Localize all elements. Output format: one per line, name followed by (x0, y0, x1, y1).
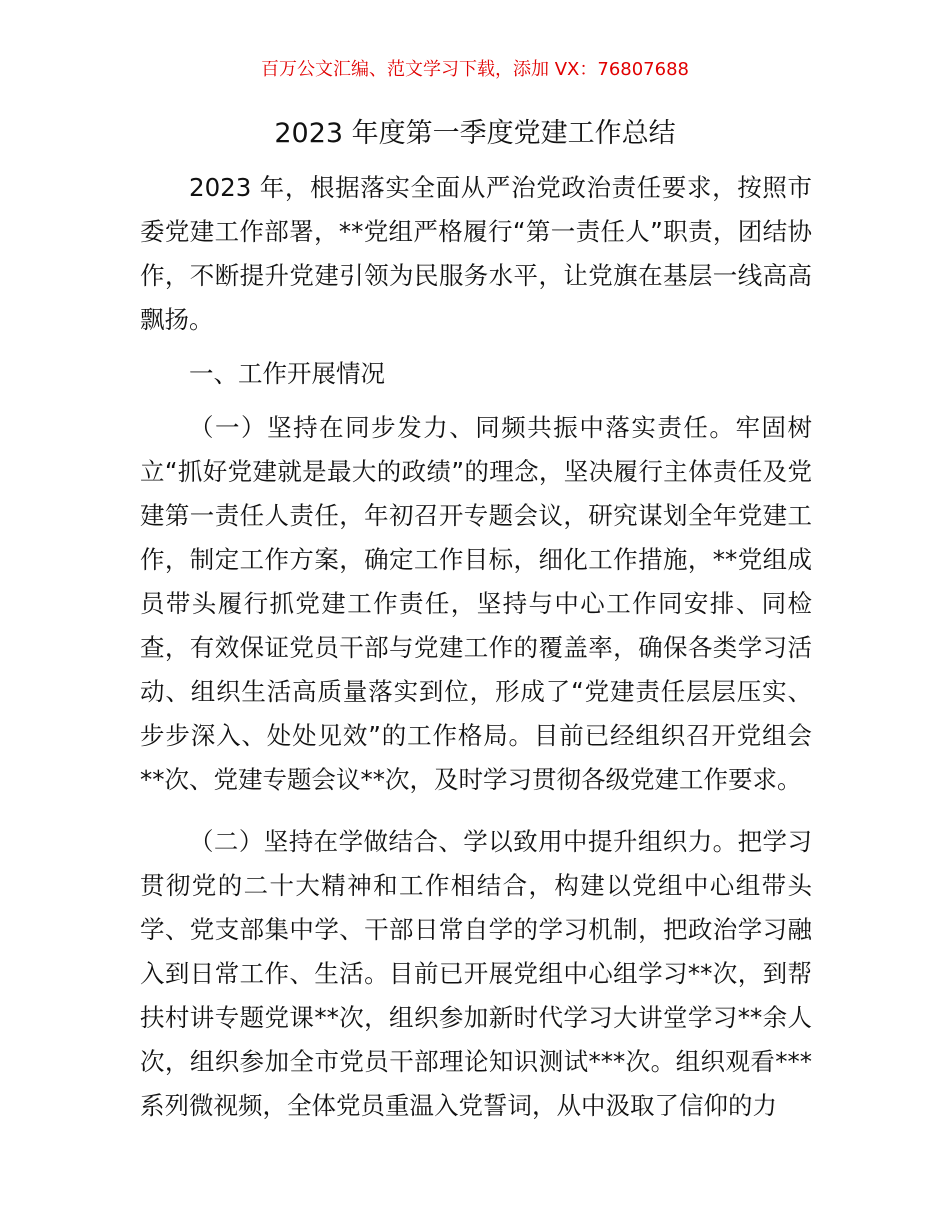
document-title: 2023 年度第一季度党建工作总结 (274, 118, 676, 149)
paragraph-section-2: （二）坚持在学做结合、学以致用中提升组织力。把学习贯彻党的二十大精神和工作相结合，构建以党组中心组带头学、党支部集中学、干部日常自学的学习机制，把政治学习融入到日常工作、生活。目前已开展党组中心组学习**次，到帮扶村讲专题党课**次，组织参加新时代学习大讲堂学习**余人次，组织参加全市党员干部理论知识测试***次。组织观看***系列微视频，全体党员重温入党誓词，从中汲取了信仰的力 (140, 827, 812, 1120)
section-heading: 一、工作开展情况 (189, 359, 385, 388)
document-body (140, 166, 812, 1128)
paragraph-intro: 2023 年，根据落实全面从严治党政治责任要求，按照市委党建工作部署，**党组严格履行“第一责任人”职责，团结协作，不断提升党建引领为民服务水平，让党旗在基层一线高高飘扬。 (140, 173, 812, 334)
paragraph-section-1: （一）坚持在同步发力、同频共振中落实责任。牢固树立“抓好党建就是最大的政绩”的理念，坚决履行主体责任及党建第一责任人责任，年初召开专题会议，研究谋划全年党建工作，制定工作方案，确定工作目标，细化工作措施，**党组成员带头履行抓党建工作责任，坚持与中心工作同安排、同检查，有效保证党员干部与党建工作的覆盖率，确保各类学习活动、组织生活高质量落实到位，形成了“党建责任层层压实、步步深入、处处见效”的工作格局。目前已经组织召开党组会**次、党建专题会议**次，及时学习贯彻各级党建工作要求。 (140, 413, 812, 794)
header-banner: 百万公文汇编、范文学习下载，添加 VX：76807688 (261, 59, 689, 80)
